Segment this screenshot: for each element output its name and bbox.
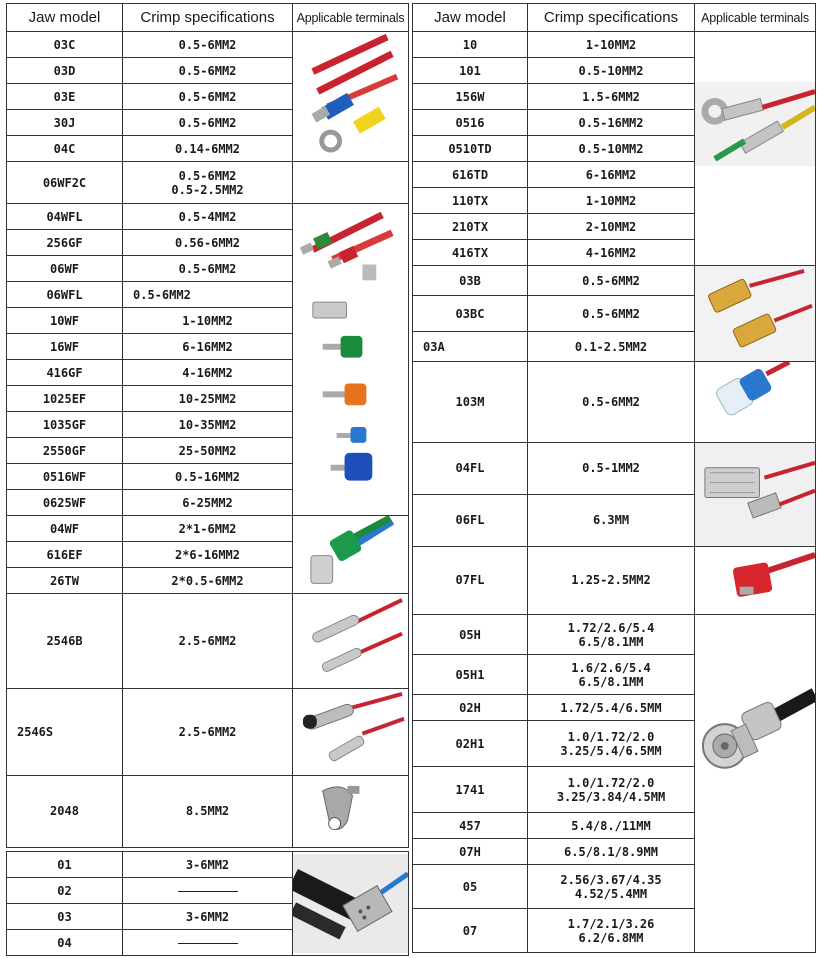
crimp-spec-cell: 0.5-6MM2 (123, 282, 293, 308)
crimp-spec-cell: 1.72/5.4/6.5MM (528, 695, 695, 721)
twin-ferrule-icon (293, 516, 408, 593)
crimp-spec-cell: 0.5-6MM2 0.5-2.5MM2 (123, 162, 293, 204)
crimp-spec-cell: 4-16MM2 (528, 240, 695, 266)
jaw-model-cell: 210TX (413, 214, 528, 240)
jaw-model-cell: 10WF (7, 308, 123, 334)
ring-terminal-icon (293, 32, 408, 161)
flag-terminal-image (293, 852, 409, 956)
crimp-spec-cell: 2.5-6MM2 (123, 689, 293, 775)
spade-terminal-icon (695, 266, 815, 361)
crimp-spec-cell: 10-35MM2 (123, 412, 293, 438)
jaw-model-cell: 07FL (413, 546, 528, 614)
jaw-model-cell: 05H1 (413, 655, 528, 695)
jaw-model-header: Jaw model (7, 4, 123, 32)
female-spade-terminals-image (695, 266, 816, 362)
jaw-model-cell: 04WF (7, 516, 123, 542)
crimp-spec-cell: 0.5-6MM2 (123, 256, 293, 282)
crimp-spec-cell: 0.5-4MM2 (123, 204, 293, 230)
jaw-model-cell: 04 (7, 930, 123, 956)
jaw-model-cell: 07 (413, 909, 528, 953)
crimp-spec-cell: 4-16MM2 (123, 360, 293, 386)
crimp-spec-cell: 1.0/1.72/2.0 3.25/3.84/4.5MM (528, 767, 695, 813)
flag-receptacle-icon (695, 547, 815, 614)
jaw-model-cell: 30J (7, 110, 123, 136)
crimp-spec-cell: 1-10MM2 (528, 32, 695, 58)
empty-image-cell (293, 162, 409, 204)
jaw-model-cell: 26TW (7, 568, 123, 594)
crimp-spec-cell: 1.7/2.1/3.26 6.2/6.8MM (528, 909, 695, 953)
crimp-spec-cell: 1-10MM2 (528, 188, 695, 214)
crimp-spec-cell: 0.5-6MM2 (123, 32, 293, 58)
jaw-model-cell: 01 (7, 852, 123, 878)
jaw-model-cell: 04WFL (7, 204, 123, 230)
bnc-connector-icon (695, 615, 815, 952)
crimp-spec-cell: 0.5-10MM2 (528, 136, 695, 162)
jaw-model-cell: 0510TD (413, 136, 528, 162)
crimp-spec-cell: 1.6/2.6/5.4 6.5/8.1MM (528, 655, 695, 695)
crimp-spec-header: Crimp specifications (528, 4, 695, 32)
jaw-model-cell: 04C (7, 136, 123, 162)
crimp-spec-cell: 6-16MM2 (123, 334, 293, 360)
jaw-model-cell: 1025EF (7, 386, 123, 412)
jaw-model-cell: 256GF (7, 230, 123, 256)
crimp-spec-cell: 0.5-6MM2 (123, 84, 293, 110)
flat-receptacle-image (695, 442, 816, 546)
jaw-model-cell: 03C (7, 32, 123, 58)
closed-barrel-pin-image (293, 689, 409, 775)
jaw-model-cell: 2546S (7, 689, 123, 775)
ferrule-icon (293, 205, 408, 514)
jaw-model-cell: 0516WF (7, 464, 123, 490)
jaw-model-cell: 2550GF (7, 438, 123, 464)
jaw-model-cell: 04FL (413, 442, 528, 494)
jaw-model-cell: 06WFL (7, 282, 123, 308)
jaw-model-cell: 0625WF (7, 490, 123, 516)
crimp-spec-cell: 1-10MM2 (123, 308, 293, 334)
crimp-spec-cell: 2.56/3.67/4.35 4.52/5.4MM (528, 865, 695, 909)
jaw-model-cell: 02 (7, 878, 123, 904)
jaw-model-cell: 616EF (7, 542, 123, 568)
jaw-model-cell: 1741 (413, 767, 528, 813)
insulated-ring-terminals-image (293, 32, 409, 162)
crimp-spec-cell: 0.5-6MM2 (528, 266, 695, 296)
jaw-model-cell: 2048 (7, 775, 123, 847)
applicable-terminals-header: Applicable terminals (293, 4, 409, 32)
lug-terminal-image (293, 775, 409, 847)
crimp-spec-cell: 0.5-10MM2 (528, 58, 695, 84)
crimp-spec-cell (123, 930, 293, 956)
jaw-model-header: Jaw model (413, 4, 528, 32)
jaw-model-cell: 101 (413, 58, 528, 84)
crimp-spec-cell: 5.4/8./11MM (528, 813, 695, 839)
crimp-spec-cell: 2.5-6MM2 (123, 594, 293, 689)
applicable-terminals-header: Applicable terminals (695, 4, 816, 32)
crimp-spec-cell: 8.5MM2 (123, 775, 293, 847)
jaw-model-cell: 0516 (413, 110, 528, 136)
crimp-spec-cell: 2*0.5-6MM2 (123, 568, 293, 594)
crimp-spec-cell: 0.5-16MM2 (528, 110, 695, 136)
right-table (412, 3, 816, 953)
non-insulated-ring-terminals-image (695, 32, 816, 266)
bnc-coax-connector-image (695, 615, 816, 953)
jaw-model-cell: 03A (413, 332, 528, 362)
pin-terminal-icon (293, 689, 408, 774)
jaw-model-cell: 457 (413, 813, 528, 839)
receptacle-icon (695, 443, 815, 546)
crimp-spec-cell: 2*6-16MM2 (123, 542, 293, 568)
crimp-spec-cell: 6-25MM2 (123, 490, 293, 516)
jaw-model-cell: 07H (413, 839, 528, 865)
crimp-spec-cell: 1.5-6MM2 (528, 84, 695, 110)
jaw-model-cell: 03E (7, 84, 123, 110)
jaw-model-cell: 2546B (7, 594, 123, 689)
crimp-spec-header: Crimp specifications (123, 4, 293, 32)
crimp-spec-cell: 2-10MM2 (528, 214, 695, 240)
open-barrel-pin-image (293, 594, 409, 689)
empty-spec-dash (178, 891, 238, 892)
ferrules-image (293, 204, 409, 516)
crimp-spec-cell: 0.5-6MM2 (528, 296, 695, 332)
crimp-spec-cell: 10-25MM2 (123, 386, 293, 412)
lug-icon (293, 776, 408, 847)
jaw-model-cell: 02H1 (413, 721, 528, 767)
empty-spec-dash (178, 943, 238, 944)
flag-terminal-icon (293, 854, 408, 953)
left-table (6, 3, 409, 956)
crimp-spec-cell: 0.1-2.5MM2 (528, 332, 695, 362)
jaw-model-cell: 110TX (413, 188, 528, 214)
crimp-spec-cell: 0.5-6MM2 (123, 58, 293, 84)
jaw-model-cell: 05H (413, 615, 528, 655)
jaw-model-cell: 103M (413, 362, 528, 442)
jaw-model-cell: 06FL (413, 494, 528, 546)
insulated-connector-image (695, 362, 816, 442)
jaw-model-cell: 06WF (7, 256, 123, 282)
crimp-spec-cell: 1.72/2.6/5.4 6.5/8.1MM (528, 615, 695, 655)
crimp-spec-cell: 6.3MM (528, 494, 695, 546)
jaw-model-cell: 03D (7, 58, 123, 84)
pin-terminal-icon (293, 594, 408, 688)
jaw-model-cell: 03BC (413, 296, 528, 332)
crimp-spec-cell: 25-50MM2 (123, 438, 293, 464)
jaw-model-cell: 416TX (413, 240, 528, 266)
jaw-model-cell: 156W (413, 84, 528, 110)
jaw-model-cell: 05 (413, 865, 528, 909)
crimp-spec-cell: 1.0/1.72/2.0 3.25/5.4/6.5MM (528, 721, 695, 767)
crimp-spec-cell: 0.14-6MM2 (123, 136, 293, 162)
jaw-model-cell: 16WF (7, 334, 123, 360)
jaw-model-cell: 06WF2C (7, 162, 123, 204)
twin-ferrule-image (293, 516, 409, 594)
ring-terminal-icon (695, 32, 815, 264)
connector-icon (695, 362, 815, 441)
crimp-spec-cell: 0.5-6MM2 (123, 110, 293, 136)
crimp-spec-cell: 2*1-6MM2 (123, 516, 293, 542)
crimp-spec-cell: 0.5-6MM2 (528, 362, 695, 442)
jaw-model-cell: 10 (413, 32, 528, 58)
jaw-model-cell: 416GF (7, 360, 123, 386)
jaw-model-cell: 02H (413, 695, 528, 721)
jaw-model-cell: 1035GF (7, 412, 123, 438)
red-flag-receptacle-image (695, 546, 816, 614)
crimp-spec-cell: 0.5-1MM2 (528, 442, 695, 494)
crimp-spec-cell (123, 878, 293, 904)
crimp-spec-cell: 3-6MM2 (123, 904, 293, 930)
crimp-spec-cell: 3-6MM2 (123, 852, 293, 878)
jaw-model-cell: 616TD (413, 162, 528, 188)
crimp-spec-cell: 0.5-16MM2 (123, 464, 293, 490)
crimp-spec-cell: 6.5/8.1/8.9MM (528, 839, 695, 865)
crimp-spec-cell: 0.56-6MM2 (123, 230, 293, 256)
crimp-spec-cell: 1.25-2.5MM2 (528, 546, 695, 614)
jaw-model-cell: 03B (413, 266, 528, 296)
crimp-spec-cell: 6-16MM2 (528, 162, 695, 188)
jaw-model-cell: 03 (7, 904, 123, 930)
